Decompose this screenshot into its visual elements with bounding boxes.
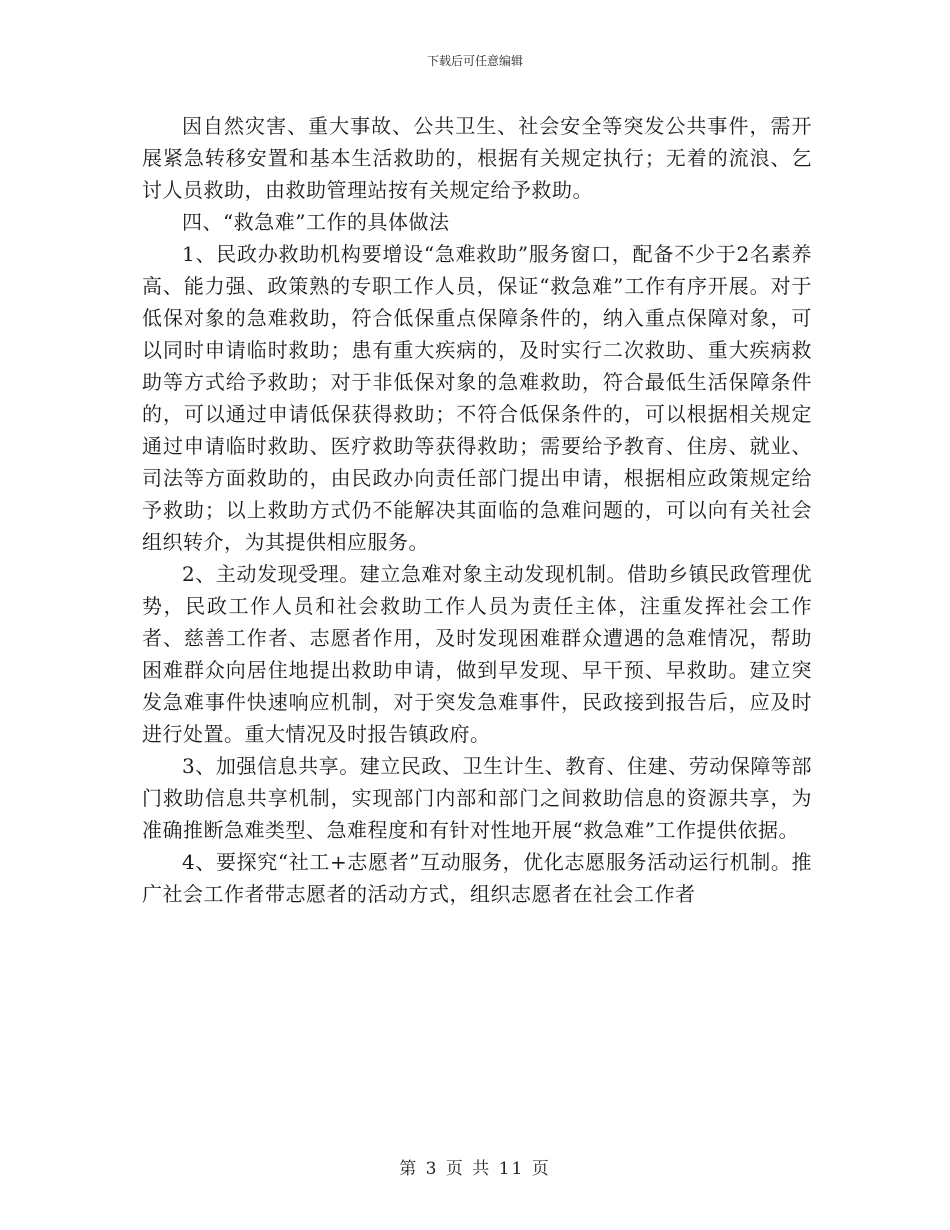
page-number-footer: 第 3 页 共 11 页 xyxy=(399,1159,551,1179)
document-body xyxy=(142,110,812,910)
paragraph-item-1: 1、民政办救助机构要增设“急难救助”服务窗口，配备不少于2名素养高、能力强、政策熟的专职工作人员，保证“救急难”工作有序开展。对于低保对象的急难救助，符合低保重点保障条件的，纳入重点保障对象，可以同时申请临时救助；患有重大疾病的，及时实行二次救助、重大疾病救助等方式给予救助；对于非低保对象的急难救助，符合最低生活保障条件的，可以通过申请低保获得救助；不符合低保条件的，可以根据相关规定通过申请临时救助、医疗救助等获得救助；需要给予教育、住房、就业、司法等方面救助的，由民政办向责任部门提出申请，根据相应政策规定给予救助；以上救助方式仍不能解决其面临的急难问题的，可以向有关社会组织转介，为其提供相应服务。 xyxy=(142,242,812,554)
paragraph-emergency-events: 因自然灾害、重大事故、公共卫生、社会安全等突发公共事件，需开展紧急转移安置和基本生活救助的，根据有关规定执行；无着的流浪、乞讨人员救助，由救助管理站按有关规定给予救助。 xyxy=(142,114,812,202)
paragraph-item-3: 3、加强信息共享。建立民政、卫生计生、教育、住建、劳动保障等部门救助信息共享机制，实现部门内部和部门之间救助信息的资源共享，为准确推断急难类型、急难程度和有针对性地开展“救急难”工作提供依据。 xyxy=(142,754,812,842)
page-header: 下载后可任意编辑 xyxy=(426,54,523,68)
paragraph-item-4: 4、要探究“社工+志愿者”互动服务，优化志愿服务活动运行机制。推广社会工作者带志愿者的活动方式，组织志愿者在社会工作者 xyxy=(142,850,812,906)
section-heading-practices: 四、“救急难”工作的具体做法 xyxy=(182,210,450,234)
paragraph-item-2: 2、主动发现受理。建立急难对象主动发现机制。借助乡镇民政管理优势，民政工作人员和社会救助工作人员为责任主体，注重发挥社会工作者、慈善工作者、志愿者作用，及时发现困难群众遭遇的急难情况，帮助困难群众向居住地提出救助申请，做到早发现、早干预、早救助。建立突发急难事件快速响应机制，对于突发急难事件，民政接到报告后，应及时进行处置。重大情况及时报告镇政府。 xyxy=(142,562,812,746)
